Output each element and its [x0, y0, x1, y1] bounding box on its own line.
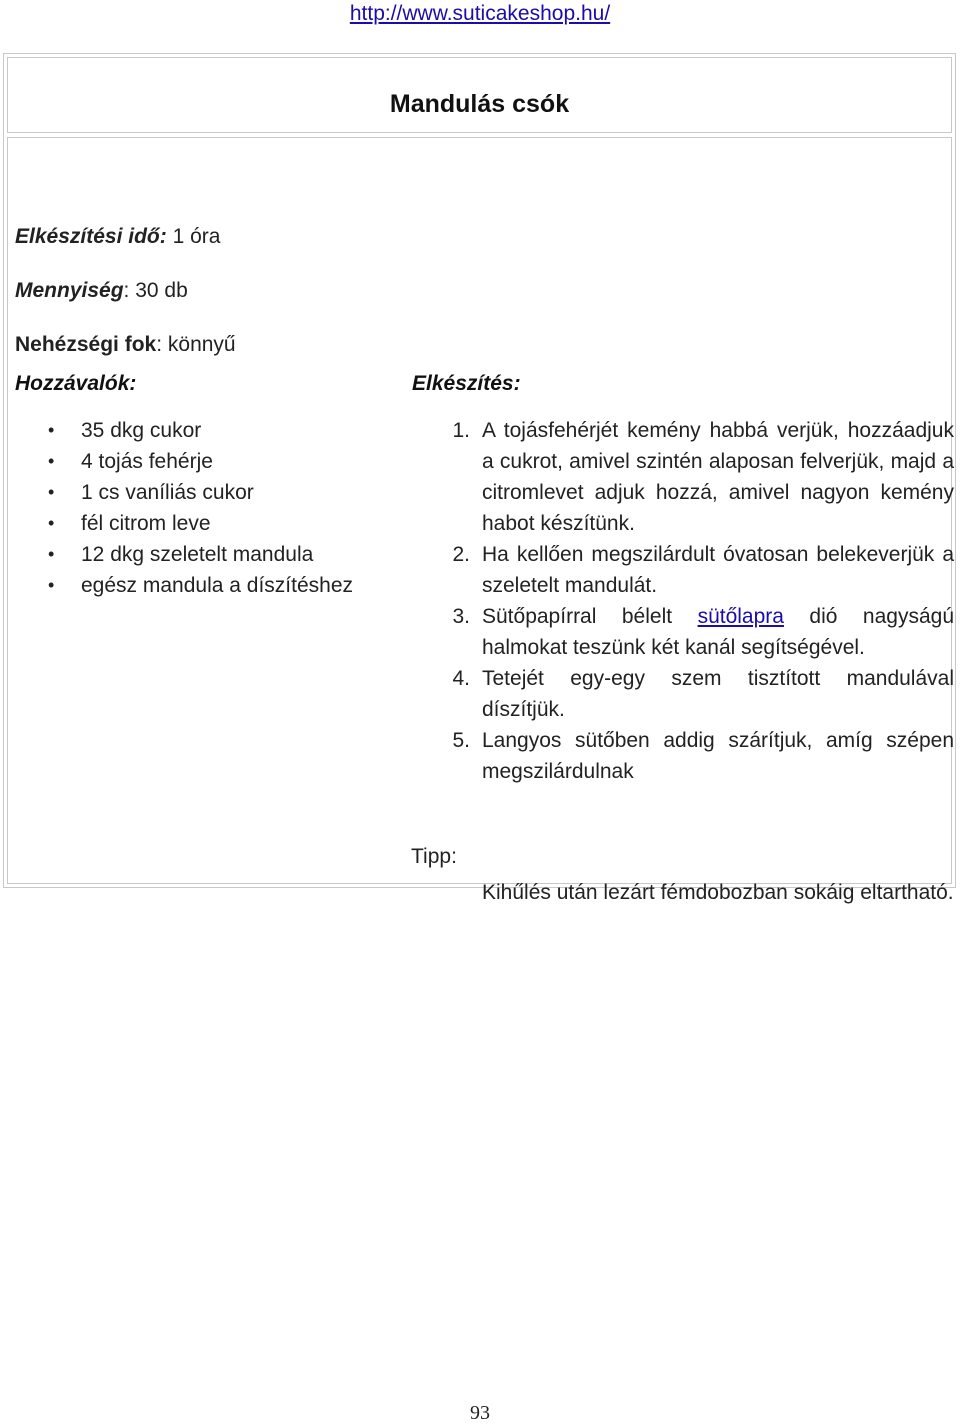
step-2: 2. Ha kellően megszilárdult óvatosan belekeverjük a szeletelt mandulát.: [452, 543, 954, 597]
bullet-icon: •: [48, 513, 55, 533]
difficulty-label: Nehézségi fok: [15, 333, 157, 356]
list-item: • egész mandula a díszítéshez: [8, 570, 403, 601]
bullet-icon: •: [48, 544, 55, 564]
bullet-icon: •: [48, 482, 55, 502]
tip-text: Kihűlés után lezárt fémdobozban sokáig eltartható.: [482, 881, 954, 904]
step-5: 5. Langyos sütőben addig szárítjuk, amíg szépen megszilárdulnak: [452, 729, 954, 783]
list-item: • 1 cs vaníliás cukor: [8, 477, 403, 508]
prep-time-label: Elkészítési idő: [15, 225, 160, 248]
prep-time-value: 1 óra: [172, 225, 221, 248]
quantity-label: Mennyiség: [15, 279, 124, 302]
bullet-icon: •: [48, 575, 55, 595]
ingredients-heading: Hozzávalók:: [15, 372, 137, 395]
difficulty: Nehézségi fok: könnyű: [15, 333, 236, 356]
recipe-card: [3, 53, 956, 904]
recipe-content: [7, 137, 954, 904]
steps-list: [412, 415, 954, 787]
step-3: 3. Sütőpapírral bélelt sütőlapra dió nagyságú halmokat teszünk két kanál segítségével.: [452, 605, 954, 659]
prep-time: Elkészítési idő: 1 óra: [15, 225, 221, 248]
step-4: 4. Tetejét egy-egy szem tisztított mandulával díszítjük.: [452, 667, 954, 721]
ingredients-list: [8, 415, 403, 601]
bullet-icon: •: [48, 451, 55, 471]
recipe-title: Mandulás csók: [389, 90, 570, 118]
steps-heading: Elkészítés:: [412, 372, 521, 395]
bullet-icon: •: [48, 420, 55, 440]
difficulty-value: könnyű: [167, 333, 236, 356]
list-item: • 12 dkg szeletelt mandula: [8, 539, 403, 570]
baking-sheet-link[interactable]: sütőlapra: [697, 605, 784, 628]
step-1: 1. A tojásfehérjét kemény habbá verjük, hozzáadjuk a cukrot, amivel szintén alaposan felverjük, majd a citromlevet adjuk hozzá, amivel nagyon kemény habot készítünk.: [452, 419, 954, 535]
title-box: [7, 57, 952, 133]
quantity: Mennyiség: 30 db: [15, 279, 188, 302]
list-item: • fél citrom leve: [8, 508, 403, 539]
tip-label: Tipp:: [411, 845, 457, 868]
list-item: • 35 dkg cukor: [8, 415, 403, 446]
quantity-value: 30 db: [135, 279, 188, 302]
list-item: • 4 tojás fehérje: [8, 446, 403, 477]
header-website-link[interactable]: http://www.suticakeshop.hu/: [349, 2, 611, 25]
page-number: 93: [470, 1402, 490, 1424]
